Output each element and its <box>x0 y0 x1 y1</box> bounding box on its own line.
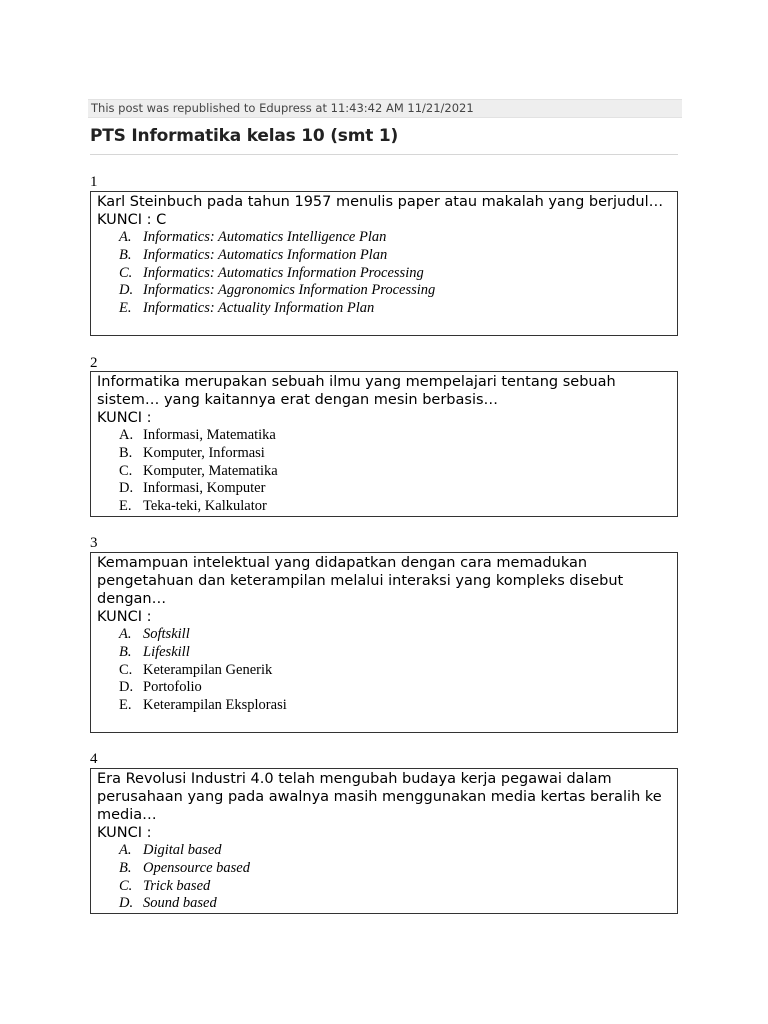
answer-key: KUNCI : C <box>97 212 167 228</box>
option-item <box>97 463 671 481</box>
question-text: Karl Steinbuch pada tahun 1957 menulis paper atau makalah yang berjudul… <box>97 194 664 210</box>
option-text: Lifeskill <box>143 643 190 660</box>
option-text: Informasi, Matematika <box>143 427 276 443</box>
question-number: 4 <box>90 751 98 767</box>
question-box <box>90 191 678 336</box>
question-text: Informatika merupakan sebuah ilmu yang mempelajari tentang sebuah sistem… yang kaitannya erat dengan mesin berbasis… <box>97 374 616 408</box>
option-text: Keterampilan Generik <box>143 661 273 678</box>
option-list <box>97 427 671 516</box>
option-letter: C. <box>119 462 133 479</box>
option-text: Portofolio <box>143 679 202 696</box>
option-letter: D. <box>119 480 134 497</box>
question-number: 3 <box>90 535 98 551</box>
option-text: Opensource based <box>143 859 250 876</box>
option-letter: C. <box>119 264 133 281</box>
option-letter: E. <box>119 498 132 515</box>
option-item <box>97 229 671 247</box>
option-text: Sound based <box>143 895 217 912</box>
option-letter: C. <box>119 661 133 678</box>
option-text: Informatics: Automatics Information Processing <box>143 264 424 281</box>
question-box <box>90 371 678 517</box>
option-item <box>97 842 671 860</box>
question-text: Kemampuan intelektual yang didapatkan dengan cara memadukan pengetahuan dan keterampilan melalui interaksi yang kompleks disebut dengan… <box>97 555 624 607</box>
option-item <box>97 626 671 644</box>
option-item <box>97 498 671 516</box>
answer-key: KUNCI : <box>97 609 152 625</box>
page-title: PTS Informatika kelas 10 (smt 1) <box>90 126 399 146</box>
republish-notice: This post was republished to Edupress at 11:43:42 AM 11/21/2021 <box>88 99 682 118</box>
option-item <box>97 878 671 896</box>
option-text: Informatics: Aggronomics Information Processing <box>143 282 436 299</box>
question-text: Era Revolusi Industri 4.0 telah mengubah budaya kerja pegawai dalam perusahaan yang pada awalnya masih menggunakan media kertas beralih ke media… <box>97 771 662 823</box>
option-letter: B. <box>119 444 133 461</box>
option-item <box>97 679 671 697</box>
option-item <box>97 427 671 445</box>
option-text: Keterampilan Eksplorasi <box>143 697 287 714</box>
option-text: Trick based <box>143 877 211 894</box>
answer-key: KUNCI : <box>97 825 152 841</box>
option-item <box>97 662 671 680</box>
option-letter: A. <box>119 626 132 642</box>
option-item <box>97 247 671 265</box>
option-letter: D. <box>119 679 134 696</box>
option-letter: B. <box>119 859 132 876</box>
option-letter: D. <box>119 282 134 299</box>
option-item <box>97 282 671 300</box>
question-box <box>90 552 678 733</box>
option-list <box>97 842 671 913</box>
option-letter: A. <box>119 229 132 245</box>
option-letter: A. <box>119 427 134 443</box>
option-item <box>97 445 671 463</box>
option-text: Komputer, Informasi <box>143 444 265 461</box>
option-letter: E. <box>119 300 132 317</box>
option-letter: B. <box>119 246 132 263</box>
option-item <box>97 860 671 878</box>
answer-key: KUNCI : <box>97 410 152 426</box>
question-number: 2 <box>90 355 98 371</box>
question-number: 1 <box>90 174 98 190</box>
question-box <box>90 768 678 914</box>
option-item <box>97 895 671 913</box>
option-text: Digital based <box>143 842 222 858</box>
option-text: Softskill <box>143 626 190 642</box>
option-item <box>97 697 671 715</box>
option-letter: E. <box>119 697 132 714</box>
option-item <box>97 265 671 283</box>
option-letter: A. <box>119 842 132 858</box>
option-text: Informatics: Automatics Intelligence Plan <box>143 229 387 245</box>
option-letter: B. <box>119 643 132 660</box>
option-text: Informatics: Actuality Information Plan <box>143 300 375 317</box>
title-divider <box>90 154 678 155</box>
option-text: Teka-teki, Kalkulator <box>143 498 267 515</box>
option-item <box>97 644 671 662</box>
option-list <box>97 229 671 318</box>
option-text: Informatics: Automatics Information Plan <box>143 246 388 263</box>
option-letter: C. <box>119 877 133 894</box>
option-text: Informasi, Komputer <box>143 480 266 497</box>
option-letter: D. <box>119 895 134 912</box>
option-item <box>97 300 671 318</box>
option-list <box>97 626 671 715</box>
option-item <box>97 480 671 498</box>
option-text: Komputer, Matematika <box>143 462 278 479</box>
